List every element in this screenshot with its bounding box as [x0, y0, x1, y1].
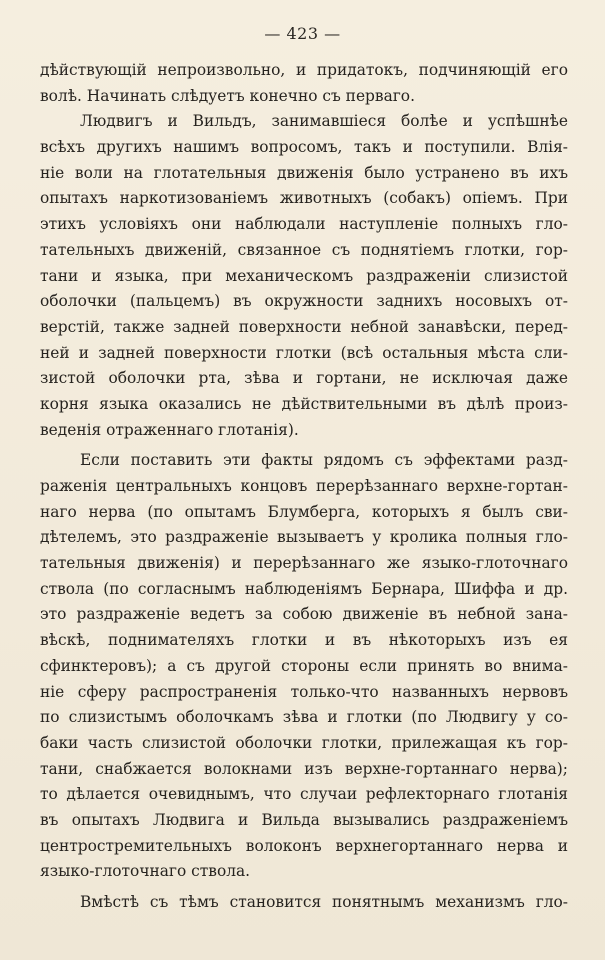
- page-body: [40, 58, 568, 916]
- text-line: всѣхъ другихъ нашимъ вопросомъ, такъ и поступили. Влія-: [40, 138, 568, 157]
- text-line: тательныхъ движеній, связанное съ поднятіемъ глотки, гор-: [40, 240, 568, 259]
- text-line: ніе воли на глотательныя движенія было устранено въ ихъ: [40, 163, 568, 182]
- paragraph: [40, 448, 568, 885]
- text-line: то дѣлается очевиднымъ, что случаи рефлекторнаго глотанія: [40, 785, 568, 804]
- text-line: дѣйствующій непроизвольно, и придатокъ, подчиняющій его: [40, 61, 568, 79]
- text-line: волѣ. Начинать слѣдуетъ конечно съ перваго.: [40, 86, 415, 105]
- text-line: наго нерва (по опытамъ Блумберга, которыхъ я былъ сви-: [40, 502, 568, 521]
- text-line: дѣтелемъ, это раздраженіе вызываетъ у кролика полныя гло-: [40, 528, 568, 547]
- text-line: оболочки (пальцемъ) въ окружности заднихъ носовыхъ от-: [40, 292, 568, 311]
- text-line: Вмѣстѣ съ тѣмъ становится понятнымъ механизмъ гло-: [80, 893, 568, 911]
- text-line: верстій, также задней поверхности небной занавѣски, перед-: [40, 317, 568, 336]
- text-line: по слизистымъ оболочкамъ зѣва и глотки (по Людвигу у со-: [40, 708, 568, 727]
- text-line: ней и задней поверхности глотки (всѣ остальныя мѣста сли-: [40, 343, 568, 362]
- text-line: ніе сферу распространенія только-что названныхъ нервовъ: [40, 682, 568, 701]
- text-line: тани и языка, при механическомъ раздраженіи слизистой: [40, 266, 568, 285]
- text-line: тательныя движенія) и перерѣзаннаго же языко-глоточнаго: [40, 554, 568, 573]
- text-line: это раздраженіе ведетъ за собою движеніе въ небной зана-: [40, 605, 568, 624]
- text-line: Людвигъ и Вильдъ, занимавшіеся болѣе и успѣшнѣе: [80, 112, 568, 131]
- text-line: опытахъ наркотизованіемъ животныхъ (собакъ) опіемъ. При: [40, 189, 568, 208]
- text-line: раженія центральныхъ концовъ перерѣзаннаго верхне-гортан-: [40, 477, 568, 495]
- text-line: въ опытахъ Людвига и Вильда вызывались раздраженіемъ: [40, 810, 568, 829]
- text-line: ствола (по согласнымъ наблюденіямъ Бернара, Шиффа и др.: [40, 579, 568, 598]
- paragraph: [40, 109, 568, 443]
- text-line: зистой оболочки рта, зѣва и гортани, не исключая даже: [40, 369, 568, 388]
- text-line: Если поставить эти факты рядомъ съ эффектами разд-: [80, 451, 568, 470]
- text-line: вѣскѣ, поднимателяхъ глотки и въ нѣкоторыхъ изъ ея: [40, 631, 568, 650]
- text-line: корня языка оказались не дѣйствительными въ дѣлѣ произ-: [40, 394, 568, 413]
- text-line: языко-глоточнаго ствола.: [40, 862, 251, 881]
- text-line: этихъ условіяхъ они наблюдали наступленіе полныхъ гло-: [40, 215, 568, 234]
- text-line: баки часть слизистой оболочки глотки, прилежащая къ гор-: [40, 733, 568, 752]
- text-line: веденія отраженнаго глотанія).: [40, 420, 299, 439]
- paragraph: [40, 890, 568, 916]
- text-line: сфинктеровъ); а съ другой стороны если принять во внима-: [40, 656, 568, 675]
- text-line: тани, снабжается волокнами изъ верхне-гортаннаго нерва);: [40, 759, 568, 778]
- paragraph: [40, 58, 568, 109]
- text-line: центростремительныхъ волоконъ верхнегортаннаго нерва и: [40, 836, 568, 855]
- page-number: — 423 —: [264, 24, 341, 43]
